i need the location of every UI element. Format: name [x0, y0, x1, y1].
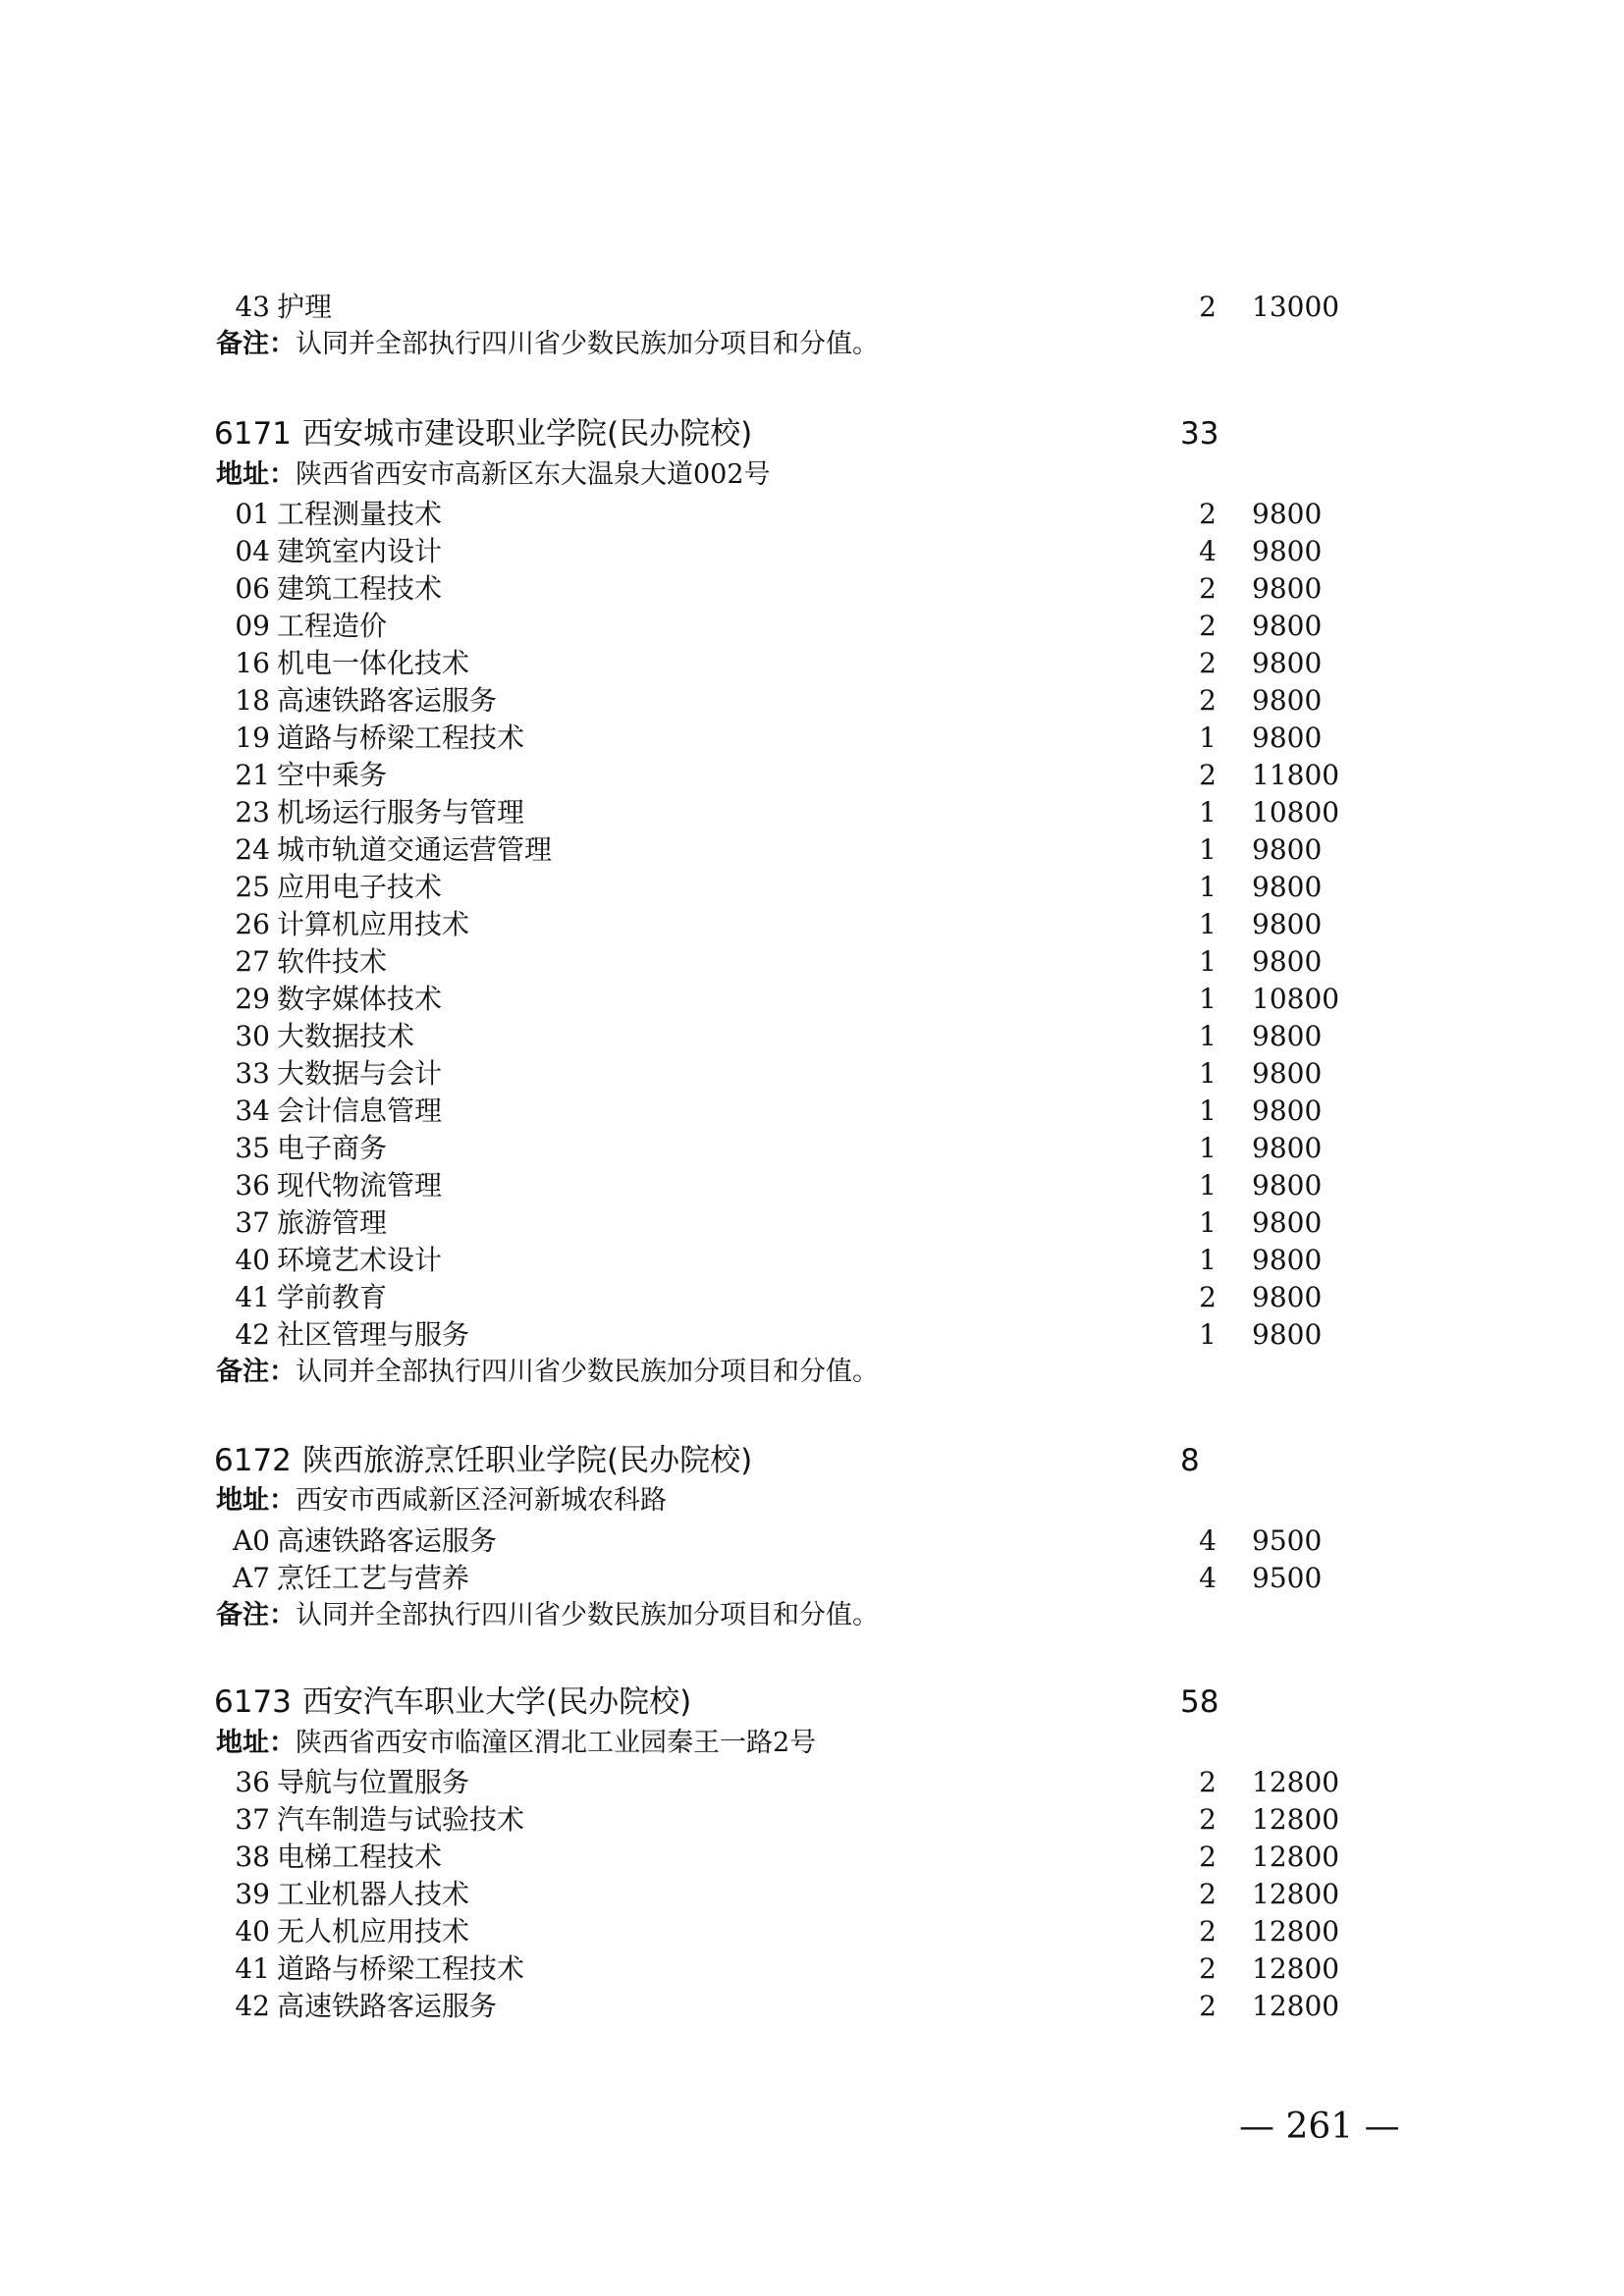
remark-line — [216, 326, 879, 363]
school-header — [214, 412, 1294, 455]
table-row — [0, 1988, 1624, 2025]
major-quota: 1 — [1199, 908, 1217, 940]
major-name: 学前教育 — [277, 1281, 388, 1313]
table-row — [0, 831, 1624, 869]
table-row — [0, 1167, 1624, 1204]
major-code: 09 — [235, 610, 270, 642]
major-quota: 2 — [1199, 572, 1217, 605]
table-row — [0, 1055, 1624, 1093]
major-name: 道路与桥梁工程技术 — [277, 721, 525, 754]
major-name: 应用电子技术 — [277, 871, 443, 903]
remark-label: 备注： — [216, 1357, 296, 1387]
address-label: 地址： — [216, 1485, 296, 1516]
major-code: 39 — [235, 1878, 270, 1910]
major-tuition: 9500 — [1252, 1562, 1323, 1594]
major-tuition: 12800 — [1252, 1915, 1340, 1948]
major-name: 工程测量技术 — [277, 498, 443, 530]
school-address — [216, 1482, 667, 1520]
major-quota: 4 — [1199, 535, 1217, 567]
major-quota: 2 — [1199, 498, 1217, 530]
address-text: 陕西省西安市高新区东大温泉大道002号 — [296, 459, 771, 490]
major-tuition: 10800 — [1252, 983, 1340, 1015]
major-tuition: 9800 — [1252, 572, 1323, 605]
school-address — [216, 1725, 816, 1762]
school-total-quota: 8 — [1180, 1443, 1200, 1478]
major-name: 高速铁路客运服务 — [277, 1990, 498, 2022]
major-tuition: 12800 — [1252, 1841, 1340, 1873]
major-quota: 4 — [1199, 1524, 1217, 1557]
major-name: 机场运行服务与管理 — [277, 796, 525, 828]
major-name: 工业机器人技术 — [277, 1878, 470, 1910]
major-tuition: 9800 — [1252, 721, 1323, 754]
remark-text: 认同并全部执行四川省少数民族加分项目和分值。 — [296, 329, 879, 359]
school-total-quota: 33 — [1180, 416, 1219, 452]
table-row — [0, 1316, 1624, 1354]
major-quota: 1 — [1199, 721, 1217, 754]
table-row — [0, 1839, 1624, 1876]
major-quota: 1 — [1199, 1020, 1217, 1052]
major-quota: 1 — [1199, 1244, 1217, 1276]
major-tuition: 12800 — [1252, 1878, 1340, 1910]
table-row — [0, 1764, 1624, 1801]
major-name: 环境艺术设计 — [277, 1244, 443, 1276]
major-name: 大数据与会计 — [277, 1057, 443, 1090]
table-row — [0, 1950, 1624, 1988]
major-tuition: 12800 — [1252, 1952, 1340, 1985]
major-quota: 1 — [1199, 1095, 1217, 1127]
major-code: 19 — [235, 721, 270, 754]
major-code: 40 — [235, 1244, 270, 1276]
remark-text: 认同并全部执行四川省少数民族加分项目和分值。 — [296, 1600, 879, 1630]
table-row — [0, 720, 1624, 757]
major-name: 现代物流管理 — [277, 1169, 443, 1201]
major-tuition: 13000 — [1252, 291, 1340, 323]
table-row — [0, 533, 1624, 570]
school-code: 6173 — [214, 1684, 292, 1720]
major-name: 计算机应用技术 — [277, 908, 470, 940]
school-code: 6171 — [214, 416, 292, 452]
major-name: 空中乘务 — [277, 759, 388, 791]
remark-line — [216, 1597, 879, 1634]
major-tuition: 9800 — [1252, 1095, 1323, 1127]
major-name: 护理 — [277, 291, 333, 323]
major-name: 旅游管理 — [277, 1206, 388, 1239]
major-code: 26 — [235, 908, 270, 940]
major-tuition: 9800 — [1252, 1244, 1323, 1276]
address-label: 地址： — [216, 1728, 296, 1758]
school-header — [214, 1439, 1294, 1482]
table-row — [0, 1279, 1624, 1316]
major-tuition: 9500 — [1252, 1524, 1323, 1557]
school-code: 6172 — [214, 1443, 292, 1478]
major-quota: 2 — [1199, 647, 1217, 679]
major-code: 36 — [235, 1766, 270, 1798]
major-code: 24 — [235, 833, 270, 866]
major-name: 工程造价 — [277, 610, 388, 642]
major-tuition: 9800 — [1252, 833, 1323, 866]
major-name: 软件技术 — [277, 945, 388, 978]
table-row — [0, 1876, 1624, 1913]
major-code: 43 — [235, 291, 270, 323]
major-tuition: 9800 — [1252, 945, 1323, 978]
table-row — [0, 289, 1624, 326]
major-tuition: 9800 — [1252, 1318, 1323, 1351]
major-name: 电梯工程技术 — [277, 1841, 443, 1873]
major-tuition: 10800 — [1252, 796, 1340, 828]
remark-label: 备注： — [216, 329, 296, 359]
major-tuition: 12800 — [1252, 1990, 1340, 2022]
major-code: 06 — [235, 572, 270, 605]
table-row — [0, 1522, 1624, 1560]
major-code: 37 — [235, 1206, 270, 1239]
table-row — [0, 1204, 1624, 1242]
major-code: 42 — [235, 1318, 270, 1351]
school-total-quota: 58 — [1180, 1684, 1219, 1720]
major-code: 04 — [235, 535, 270, 567]
major-code: 35 — [235, 1132, 270, 1164]
table-row — [0, 570, 1624, 608]
major-code: 38 — [235, 1841, 270, 1873]
major-quota: 1 — [1199, 796, 1217, 828]
major-quota: 2 — [1199, 291, 1217, 323]
major-name: 电子商务 — [277, 1132, 388, 1164]
address-label: 地址： — [216, 459, 296, 490]
table-row — [0, 906, 1624, 943]
major-tuition: 9800 — [1252, 684, 1323, 717]
table-row — [0, 1242, 1624, 1279]
major-tuition: 11800 — [1252, 759, 1340, 791]
major-name: 建筑室内设计 — [277, 535, 443, 567]
table-row — [0, 496, 1624, 533]
major-name: 城市轨道交通运营管理 — [277, 833, 553, 866]
table-row — [0, 682, 1624, 720]
major-name: 烹饪工艺与营养 — [277, 1562, 470, 1594]
major-quota: 2 — [1199, 1990, 1217, 2022]
major-code: 01 — [235, 498, 270, 530]
major-code: 40 — [235, 1915, 270, 1948]
major-name: 高速铁路客运服务 — [277, 684, 498, 717]
major-quota: 2 — [1199, 1915, 1217, 1948]
major-name: 社区管理与服务 — [277, 1318, 470, 1351]
table-row — [0, 981, 1624, 1018]
major-quota: 1 — [1199, 1057, 1217, 1090]
school-address — [216, 456, 771, 494]
major-tuition: 9800 — [1252, 1132, 1323, 1164]
major-quota: 1 — [1199, 1169, 1217, 1201]
table-row — [0, 1130, 1624, 1167]
major-code: 29 — [235, 983, 270, 1015]
major-code: 34 — [235, 1095, 270, 1127]
major-quota: 1 — [1199, 983, 1217, 1015]
major-quota: 2 — [1199, 1841, 1217, 1873]
major-quota: 1 — [1199, 871, 1217, 903]
major-code: 41 — [235, 1952, 270, 1985]
major-name: 无人机应用技术 — [277, 1915, 470, 1948]
major-name: 导航与位置服务 — [277, 1766, 470, 1798]
major-name: 道路与桥梁工程技术 — [277, 1952, 525, 1985]
major-code: 25 — [235, 871, 270, 903]
table-row — [0, 1913, 1624, 1950]
major-name: 大数据技术 — [277, 1020, 415, 1052]
major-quota: 2 — [1199, 1952, 1217, 1985]
major-name: 机电一体化技术 — [277, 647, 470, 679]
table-row — [0, 794, 1624, 831]
table-row — [0, 1093, 1624, 1130]
major-quota: 2 — [1199, 1766, 1217, 1798]
major-quota: 2 — [1199, 1281, 1217, 1313]
major-quota: 1 — [1199, 1318, 1217, 1351]
major-tuition: 12800 — [1252, 1803, 1340, 1836]
school-name: 西安城市建设职业学院(民办院校) — [302, 416, 753, 452]
major-quota: 1 — [1199, 833, 1217, 866]
major-tuition: 9800 — [1252, 1057, 1323, 1090]
major-tuition: 9800 — [1252, 498, 1323, 530]
major-code: 36 — [235, 1169, 270, 1201]
major-code: 18 — [235, 684, 270, 717]
major-name: 建筑工程技术 — [277, 572, 443, 605]
major-tuition: 9800 — [1252, 1206, 1323, 1239]
table-row — [0, 1801, 1624, 1839]
major-quota: 4 — [1199, 1562, 1217, 1594]
major-code: A0 — [232, 1524, 270, 1557]
major-quota: 2 — [1199, 759, 1217, 791]
major-quota: 2 — [1199, 610, 1217, 642]
major-tuition: 9800 — [1252, 871, 1323, 903]
remark-line — [216, 1354, 879, 1391]
address-text: 陕西省西安市临潼区渭北工业园秦王一路2号 — [296, 1728, 817, 1758]
major-tuition: 9800 — [1252, 908, 1323, 940]
table-row — [0, 869, 1624, 906]
table-row — [0, 1018, 1624, 1055]
table-row — [0, 645, 1624, 682]
major-quota: 1 — [1199, 1206, 1217, 1239]
school-header — [214, 1681, 1294, 1724]
major-name: 汽车制造与试验技术 — [277, 1803, 525, 1836]
major-quota: 1 — [1199, 945, 1217, 978]
table-row — [0, 608, 1624, 645]
major-quota: 1 — [1199, 1132, 1217, 1164]
remark-text: 认同并全部执行四川省少数民族加分项目和分值。 — [296, 1357, 879, 1387]
major-tuition: 9800 — [1252, 1281, 1323, 1313]
page-number: — 261 — — [1239, 2107, 1400, 2147]
school-name: 西安汽车职业大学(民办院校) — [302, 1684, 692, 1720]
major-tuition: 9800 — [1252, 1169, 1323, 1201]
major-code: 27 — [235, 945, 270, 978]
major-name: 数字媒体技术 — [277, 983, 443, 1015]
major-code: 37 — [235, 1803, 270, 1836]
major-code: 33 — [235, 1057, 270, 1090]
major-tuition: 9800 — [1252, 535, 1323, 567]
major-code: 21 — [235, 759, 270, 791]
major-code: A7 — [232, 1562, 270, 1594]
major-name: 会计信息管理 — [277, 1095, 443, 1127]
major-tuition: 9800 — [1252, 647, 1323, 679]
major-code: 16 — [235, 647, 270, 679]
major-tuition: 9800 — [1252, 610, 1323, 642]
major-quota: 2 — [1199, 1878, 1217, 1910]
major-quota: 2 — [1199, 684, 1217, 717]
table-row — [0, 757, 1624, 794]
address-text: 西安市西咸新区泾河新城农科路 — [296, 1485, 667, 1516]
major-code: 30 — [235, 1020, 270, 1052]
major-tuition: 12800 — [1252, 1766, 1340, 1798]
remark-label: 备注： — [216, 1600, 296, 1630]
major-code: 41 — [235, 1281, 270, 1313]
school-name: 陕西旅游烹饪职业学院(民办院校) — [302, 1443, 753, 1478]
table-row — [0, 943, 1624, 981]
major-code: 42 — [235, 1990, 270, 2022]
major-tuition: 9800 — [1252, 1020, 1323, 1052]
major-name: 高速铁路客运服务 — [277, 1524, 498, 1557]
table-row — [0, 1560, 1624, 1597]
major-quota: 2 — [1199, 1803, 1217, 1836]
major-code: 23 — [235, 796, 270, 828]
